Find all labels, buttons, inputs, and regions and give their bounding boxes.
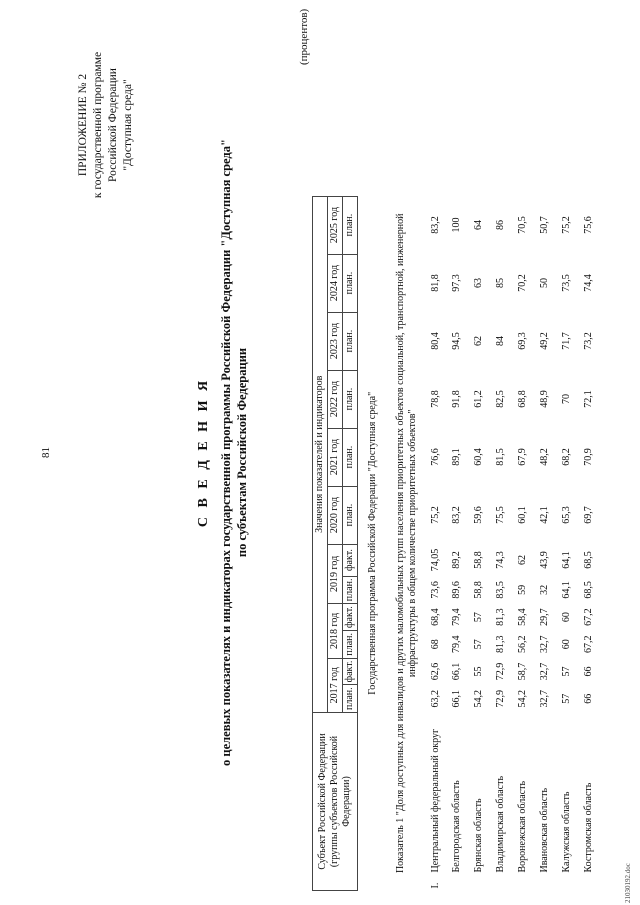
value-cell: 73,2	[583, 332, 594, 350]
value-cell: 68,8	[517, 390, 528, 408]
appendix-line: к государственной программе	[92, 51, 104, 199]
region-name-cell	[512, 713, 534, 891]
document-subtitle	[218, 60, 250, 845]
value-cell: 68,5	[583, 551, 594, 569]
region-name-cell	[556, 713, 578, 891]
plan-header: план.	[343, 196, 358, 254]
value-cell: 69,7	[583, 506, 594, 524]
value-cell: 74,4	[583, 274, 594, 292]
subtitle-line: о целевых показателях и индикаторах государственной программы Российской Федерации "Доступная среда"	[219, 139, 233, 766]
value-cell: 78,8	[430, 390, 441, 408]
value-cell: 43,9	[539, 551, 550, 569]
value-cell: 54,2	[517, 689, 528, 708]
value-cell: 79,4	[451, 608, 462, 626]
value-cell: 89,6	[451, 581, 462, 599]
value-cell: 64	[473, 220, 484, 231]
table-row	[490, 196, 512, 890]
value-cell: 72,9	[495, 689, 506, 708]
value-cell: 83,2	[451, 506, 462, 524]
value-cell: 62	[473, 336, 484, 347]
table-row	[578, 196, 600, 890]
value-cell: 83,2	[430, 216, 441, 234]
value-cell: 67,2	[583, 608, 594, 626]
table-row	[534, 196, 556, 890]
value-cell: 70	[561, 394, 572, 405]
table-row	[512, 196, 534, 890]
plan-header: план.	[343, 428, 358, 486]
fact-header: факт.	[343, 604, 358, 631]
value-cell: 74,3	[495, 551, 506, 569]
value-cell: 71,7	[561, 332, 572, 350]
value-cell: 60	[561, 612, 572, 623]
indicator-title: Показатель 1 "Доля доступных для инвалидов и других маломобильных групп населения приоритетных объектов социальной, транспортной, инженерной инфраструктуры в общем количестве приоритетных объектов"	[395, 213, 418, 874]
region-name-cell	[468, 713, 490, 891]
value-cell: 50,7	[539, 216, 550, 234]
year-header: 2023 год	[328, 312, 343, 370]
value-cell: 79,4	[451, 635, 462, 654]
plan-header: план.	[343, 630, 358, 658]
value-cell: 58,8	[473, 551, 484, 569]
value-cell: 70,5	[517, 216, 528, 234]
value-cell: 91,8	[451, 390, 462, 408]
region-name-cell	[446, 713, 468, 891]
plan-header: план.	[343, 370, 358, 428]
region-name: Брянская область	[473, 798, 484, 873]
value-cell: 63,2	[430, 689, 441, 708]
fact-header: факт.	[343, 544, 358, 576]
value-cell: 54,2	[473, 689, 484, 708]
year-header: 2025 год	[328, 196, 343, 254]
year-header: 2022 год	[328, 370, 343, 428]
region-name-cell	[426, 713, 446, 891]
value-cell: 68,4	[430, 608, 441, 626]
value-cell: 72,1	[583, 390, 594, 408]
value-cell: 42,1	[539, 506, 550, 524]
value-cell: 94,5	[451, 332, 462, 350]
value-cell: 72,9	[495, 662, 506, 681]
value-cell: 29,7	[539, 608, 550, 626]
appendix-block	[76, 5, 136, 245]
value-cell: 74,05	[430, 548, 441, 572]
value-cell: 89,1	[451, 448, 462, 466]
page-number: 81	[40, 447, 52, 458]
value-cell: 32	[539, 584, 550, 595]
value-cell: 58,4	[517, 608, 528, 626]
table-row	[426, 196, 446, 890]
value-cell: 69,3	[517, 332, 528, 350]
row-number: I.	[430, 882, 441, 889]
value-cell: 64,1	[561, 581, 572, 599]
value-cell: 58,7	[517, 662, 528, 681]
value-cell: 59,6	[473, 506, 484, 524]
region-column-header: Субъект Российской Федерации (группы субъектов Российской Федерации)	[313, 713, 358, 891]
value-cell: 48,2	[539, 448, 550, 466]
document-title: С В Е Д Е Н И Я	[196, 377, 211, 528]
value-cell: 89,2	[451, 551, 462, 569]
region-name: Воронежская область	[517, 780, 528, 873]
region-name: Владимирская область	[495, 775, 506, 873]
table-body	[358, 196, 601, 890]
value-cell: 100	[451, 217, 462, 233]
region-name: Белгородская область	[451, 780, 462, 873]
value-cell: 75,5	[495, 506, 506, 524]
appendix-line: Российской Федерации	[107, 68, 119, 182]
value-cell: 56,2	[517, 635, 528, 654]
value-cell: 66,1	[451, 689, 462, 708]
value-cell: 57	[561, 666, 572, 677]
value-cell: 66,1	[451, 662, 462, 681]
region-name: Центральный федеральный округ	[430, 728, 441, 873]
value-cell: 85	[495, 278, 506, 289]
value-cell: 57	[473, 639, 484, 650]
value-cell: 60,4	[473, 448, 484, 466]
year-header: 2020 год	[328, 486, 343, 544]
value-cell: 75,2	[561, 216, 572, 234]
value-cell: 60	[561, 639, 572, 650]
year-header: 2018 год	[328, 604, 343, 658]
value-cell: 58,8	[473, 581, 484, 599]
value-cell: 65,3	[561, 506, 572, 524]
value-cell: 70,9	[583, 448, 594, 466]
value-cell: 61,2	[473, 390, 484, 408]
value-cell: 86	[495, 220, 506, 231]
value-cell: 97,3	[451, 274, 462, 292]
value-cell: 75,6	[583, 216, 594, 234]
value-cell: 50	[539, 278, 550, 289]
value-cell: 73,6	[430, 581, 441, 599]
value-cell: 81,8	[430, 274, 441, 292]
plan-header: план.	[343, 254, 358, 312]
value-cell: 32,7	[539, 635, 550, 654]
plan-header: план.	[343, 685, 358, 713]
value-cell: 73,5	[561, 274, 572, 292]
value-cell: 80,4	[430, 332, 441, 350]
document-reference: 21030192.doc	[624, 863, 632, 903]
value-cell: 63	[473, 278, 484, 289]
indicators-table	[312, 196, 600, 891]
value-cell: 64,1	[561, 551, 572, 569]
value-cell: 68,5	[583, 581, 594, 599]
table-row	[556, 196, 578, 890]
value-cell: 55	[473, 666, 484, 677]
value-cell: 81,3	[495, 608, 506, 626]
value-cell: 57	[473, 612, 484, 623]
subtitle-line: по субъектам Российской Федерации	[235, 347, 249, 558]
unit-label: (процентов)	[298, 8, 310, 65]
program-row	[358, 196, 389, 890]
plan-header: план.	[343, 576, 358, 604]
region-name: Ивановская область	[539, 787, 550, 873]
value-cell: 75,2	[430, 506, 441, 524]
plan-header: план.	[343, 486, 358, 544]
value-cell: 32,7	[539, 662, 550, 681]
region-name-cell	[534, 713, 556, 891]
region-name-cell	[490, 713, 512, 891]
year-header: 2021 год	[328, 428, 343, 486]
value-cell: 68,2	[561, 448, 572, 466]
appendix-line: ПРИЛОЖЕНИЕ № 2	[77, 73, 89, 177]
value-cell: 62	[517, 555, 528, 566]
year-header: 2024 год	[328, 254, 343, 312]
region-name-cell	[578, 713, 600, 891]
value-cell: 81,5	[495, 448, 506, 466]
table-row	[468, 196, 490, 890]
table-row	[446, 196, 468, 890]
program-title: Государственная программа Российской Федерации "Доступная среда"	[367, 391, 378, 695]
value-cell: 59	[517, 584, 528, 595]
value-cell: 82,5	[495, 390, 506, 408]
value-cell: 83,5	[495, 581, 506, 599]
value-cell: 48,9	[539, 390, 550, 408]
year-header: 2019 год	[328, 544, 343, 604]
year-header: 2017 год	[328, 658, 343, 712]
value-cell: 68	[430, 639, 441, 650]
value-cell: 66	[583, 693, 594, 704]
value-cell: 62,6	[430, 662, 441, 681]
value-cell: 60,1	[517, 506, 528, 524]
value-cell: 70,2	[517, 274, 528, 292]
region-name: Калужская область	[561, 791, 572, 873]
value-cell: 32,7	[539, 689, 550, 708]
value-cell: 67,9	[517, 448, 528, 466]
values-header: Значения показателей и индикаторов	[313, 196, 328, 712]
fact-header: факт.	[343, 658, 358, 685]
value-cell: 66	[583, 666, 594, 677]
value-cell: 84	[495, 336, 506, 347]
value-cell: 81,3	[495, 635, 506, 654]
value-cell: 76,6	[430, 448, 441, 466]
value-cell: 49,2	[539, 332, 550, 350]
value-cell: 57	[561, 693, 572, 704]
region-name: Костромская область	[583, 782, 594, 873]
indicator-row	[388, 196, 426, 890]
appendix-line: "Доступная среда"	[122, 79, 134, 171]
value-cell: 67,2	[583, 635, 594, 654]
plan-header: план.	[343, 312, 358, 370]
